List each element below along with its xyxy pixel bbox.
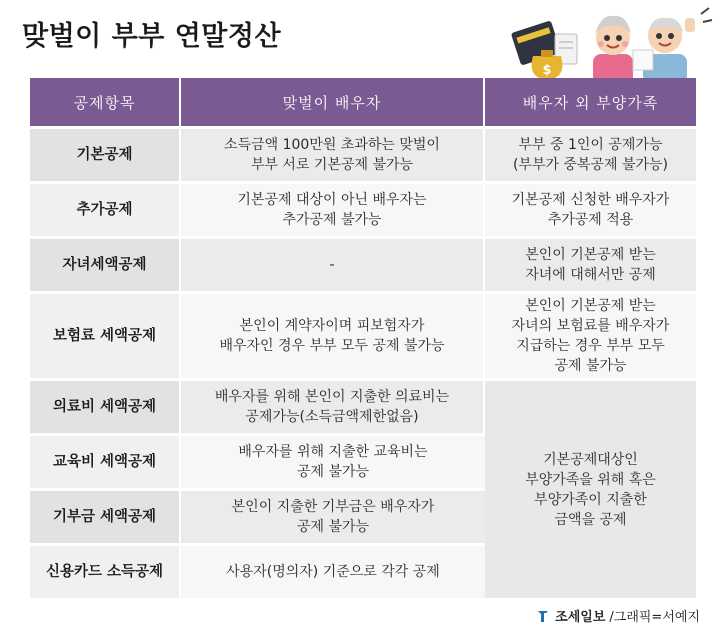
credit — [535, 606, 700, 625]
row-item: 추가공제 — [30, 184, 181, 236]
logo-icon — [535, 608, 551, 624]
header-item: 공제항목 — [30, 78, 181, 126]
credit-text: /그래픽=서예지 — [609, 610, 700, 625]
merged-dependent-cell: 기본공제대상인 부양가족을 위해 혹은 부양가족이 지출한 금액을 공제 — [485, 381, 696, 598]
row-dependent: 본인이 기본공제 받는 자녀에 대해서만 공제 — [485, 239, 696, 291]
credit-brand: 조세일보 — [555, 610, 606, 625]
table-row — [30, 381, 696, 433]
illustration — [505, 6, 715, 84]
row-item: 자녀세액공제 — [30, 239, 181, 291]
svg-text:$: $ — [542, 63, 552, 78]
row-spouse: 소득금액 100만원 초과하는 맞벌이 부부 서로 기본공제 불가능 — [181, 129, 485, 181]
row-spouse: 배우자를 위해 지출한 교육비는 공제 불가능 — [181, 436, 485, 488]
row-spouse: 사용자(명의자) 기준으로 각각 공제 — [181, 546, 485, 598]
row-item: 기본공제 — [30, 129, 181, 181]
row-item: 신용카드 소득공제 — [30, 546, 181, 598]
row-item: 보험료 세액공제 — [30, 294, 181, 378]
table-header-row — [30, 78, 696, 126]
row-dependent: 본인이 기본공제 받는 자녀의 보험료를 배우자가 지급하는 경우 부부 모두 공제 불가능 — [485, 294, 696, 378]
table-row — [30, 239, 696, 291]
row-dependent: 기본공제 신청한 배우자가 추가공제 적용 — [485, 184, 696, 236]
grandmother-icon — [593, 16, 633, 84]
row-spouse: 기본공제 대상이 아닌 배우자는 추가공제 불가능 — [181, 184, 485, 236]
row-dependent: 부부 중 1인이 공제가능 (부부가 중복공제 불가능) — [485, 129, 696, 181]
row-spouse: 본인이 계약자이며 피보험자가 배우자인 경우 부부 모두 공제 불가능 — [181, 294, 485, 378]
row-item: 기부금 세액공제 — [30, 491, 181, 543]
row-item: 교육비 세액공제 — [30, 436, 181, 488]
grandfather-icon — [633, 8, 712, 84]
table-row — [30, 184, 696, 236]
row-spouse: - — [181, 239, 485, 291]
row-spouse: 배우자를 위해 본인이 지출한 의료비는 공제가능(소득금액제한없음) — [181, 381, 485, 433]
deduction-table — [30, 75, 696, 601]
header-spouse: 맞벌이 배우자 — [181, 78, 485, 126]
row-spouse: 본인이 지출한 기부금은 배우자가 공제 불가능 — [181, 491, 485, 543]
page-title: 맞벌이 부부 연말정산 — [22, 21, 282, 52]
header-dependent: 배우자 외 부양가족 — [485, 78, 696, 126]
table-row — [30, 129, 696, 181]
table-row — [30, 294, 696, 378]
row-item: 의료비 세액공제 — [30, 381, 181, 433]
